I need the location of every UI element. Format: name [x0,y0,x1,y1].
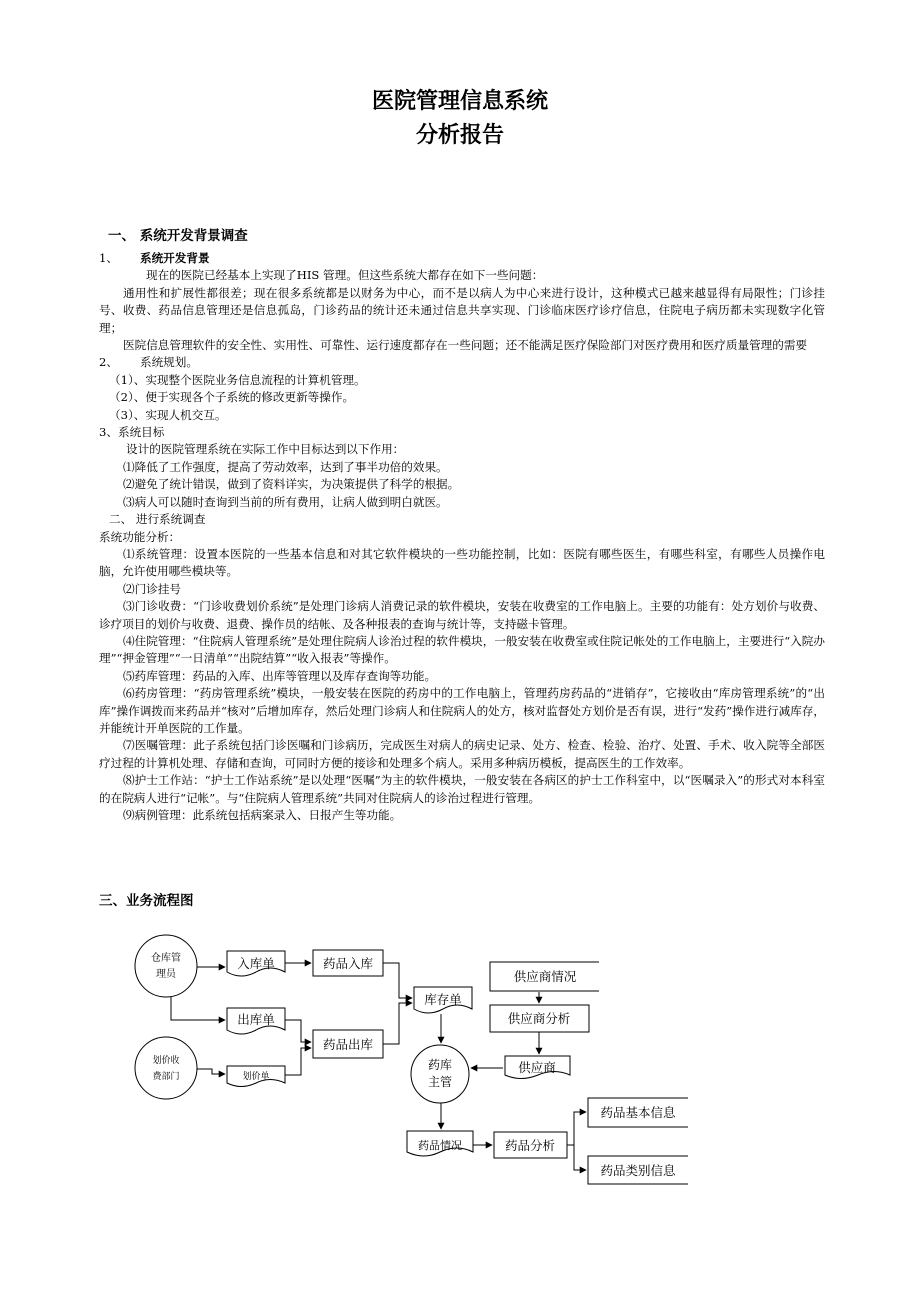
subsection-1-1-number: 1、 [99,251,118,265]
function-item-7: ⑺医嘱管理：此子系统包括门诊医嘱和门诊病历，完成医生对病人的病史记录、处方、检查、检验、治疗、处置、手术、收入院等全部医疗过程的计算机处理、存储和查询，可同时方便的接诊和处理多个病人。采用多种病历模板，提高医生的工作效率。 [99,738,825,770]
drug-stock-in-label: 药品入库 [322,956,374,971]
supplier-label: 供应商 [518,1060,556,1075]
drug-status-label: 药品情况 [418,1139,462,1152]
drug-stock-out-label: 药品出库 [322,1037,374,1052]
inventory-form-label: 库存单 [424,992,462,1007]
plan-item-3: （3）、实现人机交互。 [109,407,227,422]
warehouse-admin-label-1: 仓库管 [151,953,181,964]
paragraph-problems: 通用性和扩展性都很差；现在很多系统都是以财务为中心，而不是以病人为中心来进行设计，这种模式已越来越显得有局限性；门诊挂号、收费、药品信息管理还是信息孤岛，门诊药品的统计还未通过信息共享实现、门诊临床医疗诊疗信息，住院电子病历都未实现数字化管理； [99,285,825,335]
pharmacy-manager-label-2: 主管 [427,1075,453,1089]
pricing-dept-label-1: 划价收 [152,1056,180,1066]
goal-item-2: ⑵避免了统计错误，做到了资料详实，为决策提供了科学的根据。 [123,477,460,492]
drug-analysis-label: 药品分析 [504,1138,556,1153]
function-item-9: ⑼病例管理：此系统包括病案录入、日报产生等功能。 [123,808,402,822]
function-item-6: ⑹药房管理：“药房管理系统”模块，一般安装在医院的药房中的工作电脑上，管理药房药品的“进销存”，它接收由“库房管理系统”的“出库”操作调拨而来药品并“核对”后增加库存，然后处理门诊病人和住院病人的处方，核对监督处方划价是否有误，进行“发药”操作进行减库存，并能统计开单医院的工作量。 [99,686,825,735]
section-1-heading: 一、 系统开发背景调查 [108,228,248,244]
document-title-line2: 分析报告 [415,123,504,148]
pharmacy-manager-label-1: 药库 [427,1058,453,1072]
subsection-1-2 [99,354,825,371]
subsection-1-1 [99,250,825,267]
goal-item-1: ⑴降低了工作强度，提高了劳动效率，达到了事半功倍的效果。 [123,459,448,474]
paragraph-his: 现在的医院已经基本上实现了HIS 管理。但这些系统大都存在如下一些问题： [146,268,544,283]
warehouse-admin-node [135,935,197,997]
drug-basic-info-label: 药品基本信息 [600,1105,676,1120]
plan-item-2: （2）、便于实现各个子系统的修改更新等操作。 [109,390,355,405]
function-item-1: ⑴系统管理：设置本医院的一些基本信息和对其它软件模块的一些功能控制，比如：医院有哪些医生，有哪些科室，有哪些人员操作电脑，允许使用哪些模块等。 [99,546,825,579]
pricing-dept-label-2: 费部门 [152,1072,180,1082]
document-title-line1: 医院管理信息系统 [371,89,548,114]
pricing-form-label: 划价单 [242,1072,270,1082]
goal-intro: 设计的医院管理系统在实际工作中目标达到以下作用： [126,442,405,457]
stock-in-form-label: 入库单 [237,956,275,971]
supplier-analysis-label: 供应商分析 [507,1011,571,1026]
stock-out-form-label: 出库单 [237,1012,275,1027]
subsection-1-2-title: 系统规划。 [139,355,198,370]
function-item-4: ⑷住院管理：“住院病人管理系统”是处理住院病人诊治过程的软件模块，一般安装在收费室或住院记帐处的工作电脑上，主要进行“入院办理”“押金管理”“一日清单”“出院结算”“收入报表”等操作。 [99,633,825,666]
drug-category-info-label: 药品类别信息 [600,1163,676,1178]
warehouse-admin-label-2: 理员 [156,969,176,980]
section-2-heading: 二、 进行系统调查 [109,512,206,527]
pricing-dept-node [135,1037,197,1099]
goal-item-3: ⑶病人可以随时查询到当前的所有费用，让病人做到明白就医。 [123,494,448,509]
function-item-5: ⑸药库管理：药品的入库、出库等管理以及库存查询等功能。 [123,668,437,683]
business-flow-diagram [0,920,920,1250]
subsection-1-3: 3、系统目标 [99,425,165,440]
paragraph-security: 医院信息管理软件的安全性、实用性、可靠性、运行速度都存在一些问题；还不能满足医疗保险部门对医疗费用和医疗质量管理的需要 [123,338,808,353]
supplier-info-label: 供应商情况 [513,969,577,984]
function-analysis-intro: 系统功能分析： [99,529,181,544]
document-body [99,250,825,824]
pharmacy-manager-node [411,1045,469,1103]
subsection-1-1-title: 系统开发背景 [139,251,210,265]
function-item-8: ⑻护士工作站：“护士工作站系统”是以处理“医嘱”为主的软件模块，一般安装在各病区的护士工作科室中，以“医嘱录入”的形式对本科室的在院病人进行“记帐”。与“住院病人管理系统”共同对住院病人的诊治过程进行管理。 [99,773,825,805]
plan-item-1: （1）、实现整个医院业务信息流程的计算机管理。 [109,372,366,387]
function-item-2: ⑵门诊挂号 [123,581,181,596]
section-3-heading: 三、业务流程图 [99,893,194,909]
subsection-1-2-number: 2、 [99,355,118,370]
function-item-3: ⑶门诊收费：“门诊收费划价系统”是处理门诊病人消费记录的软件模块，安装在收费室的工作电脑上。主要的功能有：处方划价与收费、诊疗项目的划价与收费、退费、操作员的结帐、及各种报表的查询与统计等，支持磁卡管理。 [99,599,825,631]
